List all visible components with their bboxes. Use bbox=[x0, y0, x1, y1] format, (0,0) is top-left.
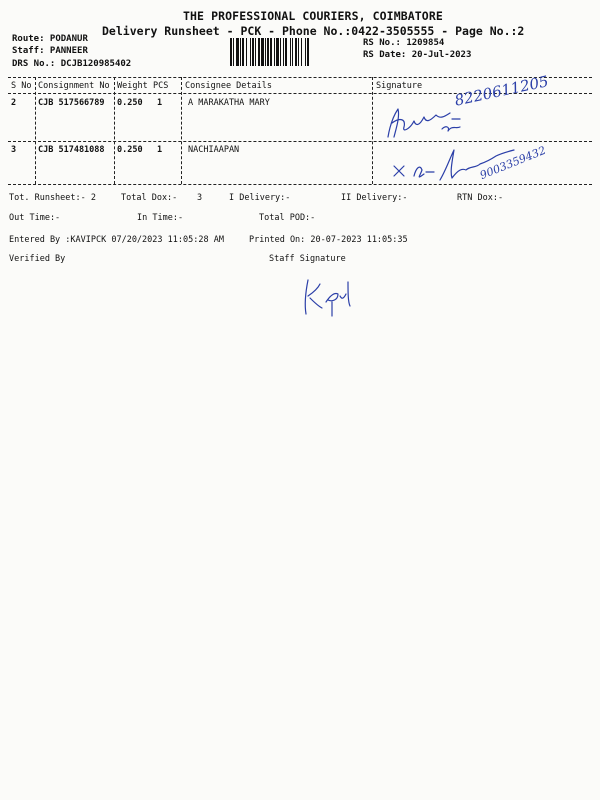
verified-by: Verified By bbox=[9, 254, 66, 264]
table-row-weight: 0.250 bbox=[117, 98, 143, 108]
column-header-weight: Weight bbox=[117, 81, 148, 91]
ii-delivery: II Delivery:- bbox=[341, 193, 408, 203]
in-time: In Time:- bbox=[137, 213, 184, 223]
table-row-consignee: A MARAKATHA MARY bbox=[188, 98, 270, 108]
rs-date: RS Date: 20-Jul-2023 bbox=[363, 50, 472, 60]
route-label: Route: PODANUR bbox=[12, 34, 88, 44]
column-divider bbox=[35, 77, 36, 184]
company-name: THE PROFESSIONAL COURIERS, COIMBATORE bbox=[183, 9, 443, 23]
total-dox-value: 3 bbox=[197, 193, 203, 203]
table-row-sno: 2 bbox=[11, 98, 17, 108]
column-header-consignee: Consignee Details bbox=[185, 81, 272, 91]
column-divider bbox=[181, 77, 182, 184]
column-header-sno: S No bbox=[11, 81, 32, 91]
handwritten-phone-1: 8220611205 bbox=[453, 72, 551, 110]
out-time: Out Time:- bbox=[9, 213, 61, 223]
barcode bbox=[230, 38, 356, 66]
total-dox-label: Total Dox:- bbox=[121, 193, 178, 203]
staff-signature-label: Staff Signature bbox=[269, 254, 346, 264]
table-row-consignee: NACHIAAPAN bbox=[188, 145, 240, 155]
table-row-pcs: 1 bbox=[157, 145, 163, 155]
rs-number: RS No.: 1209854 bbox=[363, 38, 445, 48]
column-header-pcs: PCS bbox=[153, 81, 169, 91]
staff-signature-mark bbox=[298, 272, 358, 318]
column-divider bbox=[372, 77, 373, 184]
runsheet-subtitle: Delivery Runsheet - PCK - Phone No.:0422-3505555 - Page No.:2 bbox=[102, 24, 525, 38]
table-row-sno: 3 bbox=[11, 145, 17, 155]
tot-runsheet: Tot. Runsheet:- 2 bbox=[9, 193, 96, 203]
column-header-consignment: Consignment No bbox=[38, 81, 110, 91]
drs-number: DRS No.: DCJB120985402 bbox=[12, 59, 132, 69]
rtn-dox: RTN Dox:- bbox=[457, 193, 504, 203]
column-divider bbox=[114, 77, 115, 184]
printed-on: Printed On: 20-07-2023 11:05:35 bbox=[249, 235, 408, 245]
i-delivery: I Delivery:- bbox=[229, 193, 291, 203]
table-top-rule bbox=[8, 77, 592, 78]
handwritten-phone-2: 9003359432 bbox=[478, 143, 548, 183]
table-row-weight: 0.250 bbox=[117, 145, 143, 155]
entered-by: Entered By :KAVIPCK 07/20/2023 11:05:28 AM bbox=[9, 235, 224, 245]
table-row-consignment: CJB 517481088 bbox=[38, 145, 105, 155]
table-row-pcs: 1 bbox=[157, 98, 163, 108]
column-header-signature: Signature bbox=[376, 81, 423, 91]
table-row-consignment: CJB 517566789 bbox=[38, 98, 105, 108]
staff-label: Staff: PANNEER bbox=[12, 46, 88, 56]
barcode-bar bbox=[309, 38, 310, 66]
total-pod: Total POD:- bbox=[259, 213, 316, 223]
